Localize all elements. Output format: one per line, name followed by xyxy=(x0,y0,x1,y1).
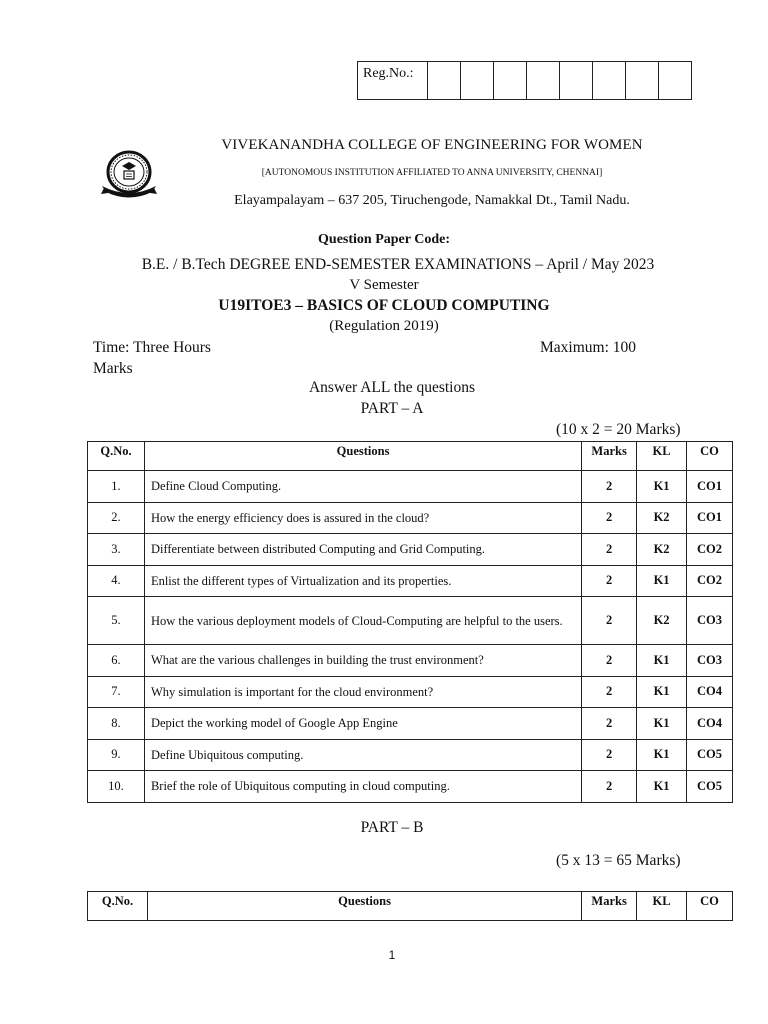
question-kl: K2 xyxy=(637,597,687,645)
affiliation: [AUTONOMOUS INSTITUTION AFFILIATED TO ANNA UNIVERSITY, CHENNAI] xyxy=(261,168,603,178)
question-co: CO5 xyxy=(687,739,733,771)
question-number: 4. xyxy=(88,565,145,597)
question-kl: K1 xyxy=(637,645,687,677)
question-text: How the various deployment models of Cloud-Computing are helpful to the users. xyxy=(144,597,581,645)
part-b-marks-summary: (5 x 13 = 65 Marks) xyxy=(556,852,681,869)
page-number: 1 xyxy=(388,948,396,962)
table-row xyxy=(88,771,733,803)
question-number: 1. xyxy=(88,471,145,503)
question-kl: K1 xyxy=(637,471,687,503)
question-number: 9. xyxy=(88,739,145,771)
question-text: Define Cloud Computing. xyxy=(144,471,581,503)
course-title: U19ITOE3 – BASICS OF CLOUD COMPUTING xyxy=(218,297,550,314)
reg-no-cell xyxy=(659,62,692,100)
column-header: Q.No. xyxy=(88,892,148,921)
question-marks: 2 xyxy=(582,708,637,740)
instruction: Answer ALL the questions xyxy=(308,379,476,396)
time-duration: Time: Three Hours xyxy=(93,339,211,356)
column-header: CO xyxy=(687,892,733,921)
question-kl: K1 xyxy=(637,708,687,740)
table-row xyxy=(88,708,733,740)
column-header: Marks xyxy=(582,442,637,471)
question-text: Depict the working model of Google App Engine xyxy=(144,708,581,740)
college-name: VIVEKANANDHA COLLEGE OF ENGINEERING FOR WOMEN xyxy=(221,137,643,153)
question-marks: 2 xyxy=(582,565,637,597)
question-marks: 2 xyxy=(582,676,637,708)
question-kl: K1 xyxy=(637,565,687,597)
question-kl: K2 xyxy=(637,502,687,534)
question-co: CO4 xyxy=(687,676,733,708)
question-co: CO1 xyxy=(687,471,733,503)
question-number: 3. xyxy=(88,534,145,566)
question-number: 5. xyxy=(88,597,145,645)
question-text: Enlist the different types of Virtualization and its properties. xyxy=(144,565,581,597)
table-row xyxy=(88,597,733,645)
reg-no-cell xyxy=(461,62,494,100)
column-header: CO xyxy=(687,442,733,471)
part-b-table xyxy=(87,891,733,921)
question-number: 8. xyxy=(88,708,145,740)
question-marks: 2 xyxy=(582,502,637,534)
question-number: 7. xyxy=(88,676,145,708)
table-row xyxy=(88,565,733,597)
reg-no-cell xyxy=(428,62,461,100)
question-co: CO4 xyxy=(687,708,733,740)
question-co: CO1 xyxy=(687,502,733,534)
column-header: Questions xyxy=(147,892,581,921)
question-text: Brief the role of Ubiquitous computing in cloud computing. xyxy=(144,771,581,803)
reg-no-cell xyxy=(593,62,626,100)
column-header: Questions xyxy=(144,442,581,471)
column-header: Q.No. xyxy=(88,442,145,471)
question-kl: K1 xyxy=(637,771,687,803)
table-row xyxy=(88,534,733,566)
question-marks: 2 xyxy=(582,534,637,566)
question-paper-code: Question Paper Code: xyxy=(318,232,450,247)
column-header: Marks xyxy=(582,892,637,921)
question-kl: K1 xyxy=(637,676,687,708)
reg-no-cell xyxy=(527,62,560,100)
maximum-marks: Maximum: 100 xyxy=(540,339,637,356)
question-text: How the energy efficiency does is assured in the cloud? xyxy=(144,502,581,534)
table-row xyxy=(88,645,733,677)
question-co: CO3 xyxy=(687,645,733,677)
reg-no-cell xyxy=(560,62,593,100)
table-row xyxy=(88,502,733,534)
question-marks: 2 xyxy=(582,597,637,645)
part-a-table xyxy=(87,441,733,803)
question-text: Define Ubiquitous computing. xyxy=(144,739,581,771)
reg-no-label: Reg.No.: xyxy=(358,62,428,100)
question-kl: K1 xyxy=(637,739,687,771)
column-header: KL xyxy=(637,892,687,921)
table-row xyxy=(88,739,733,771)
part-a-marks-summary: (10 x 2 = 20 Marks) xyxy=(556,421,681,438)
table-row xyxy=(88,676,733,708)
regulation: (Regulation 2019) xyxy=(329,318,439,334)
question-text: Why simulation is important for the cloud environment? xyxy=(144,676,581,708)
question-text: Differentiate between distributed Computing and Grid Computing. xyxy=(144,534,581,566)
exam-title: B.E. / B.Tech DEGREE END-SEMESTER EXAMINATIONS – April / May 2023 xyxy=(141,256,655,273)
column-header: KL xyxy=(637,442,687,471)
question-co: CO5 xyxy=(687,771,733,803)
question-co: CO2 xyxy=(687,534,733,566)
question-text: What are the various challenges in building the trust environment? xyxy=(144,645,581,677)
part-b-title: PART – B xyxy=(360,819,424,836)
address: Elayampalayam – 637 205, Tiruchengode, Namakkal Dt., Tamil Nadu. xyxy=(234,193,630,208)
question-marks: 2 xyxy=(582,739,637,771)
question-marks: 2 xyxy=(582,471,637,503)
question-number: 6. xyxy=(88,645,145,677)
question-marks: 2 xyxy=(582,771,637,803)
semester: V Semester xyxy=(349,277,419,293)
question-number: 10. xyxy=(88,771,145,803)
maximum-marks-word: Marks xyxy=(93,360,133,377)
question-number: 2. xyxy=(88,502,145,534)
reg-no-cell xyxy=(626,62,659,100)
question-co: CO2 xyxy=(687,565,733,597)
reg-no-cell xyxy=(494,62,527,100)
question-marks: 2 xyxy=(582,645,637,677)
question-kl: K2 xyxy=(637,534,687,566)
table-row xyxy=(88,471,733,503)
part-a-title: PART – A xyxy=(360,400,424,417)
question-co: CO3 xyxy=(687,597,733,645)
reg-no-box xyxy=(357,61,692,100)
